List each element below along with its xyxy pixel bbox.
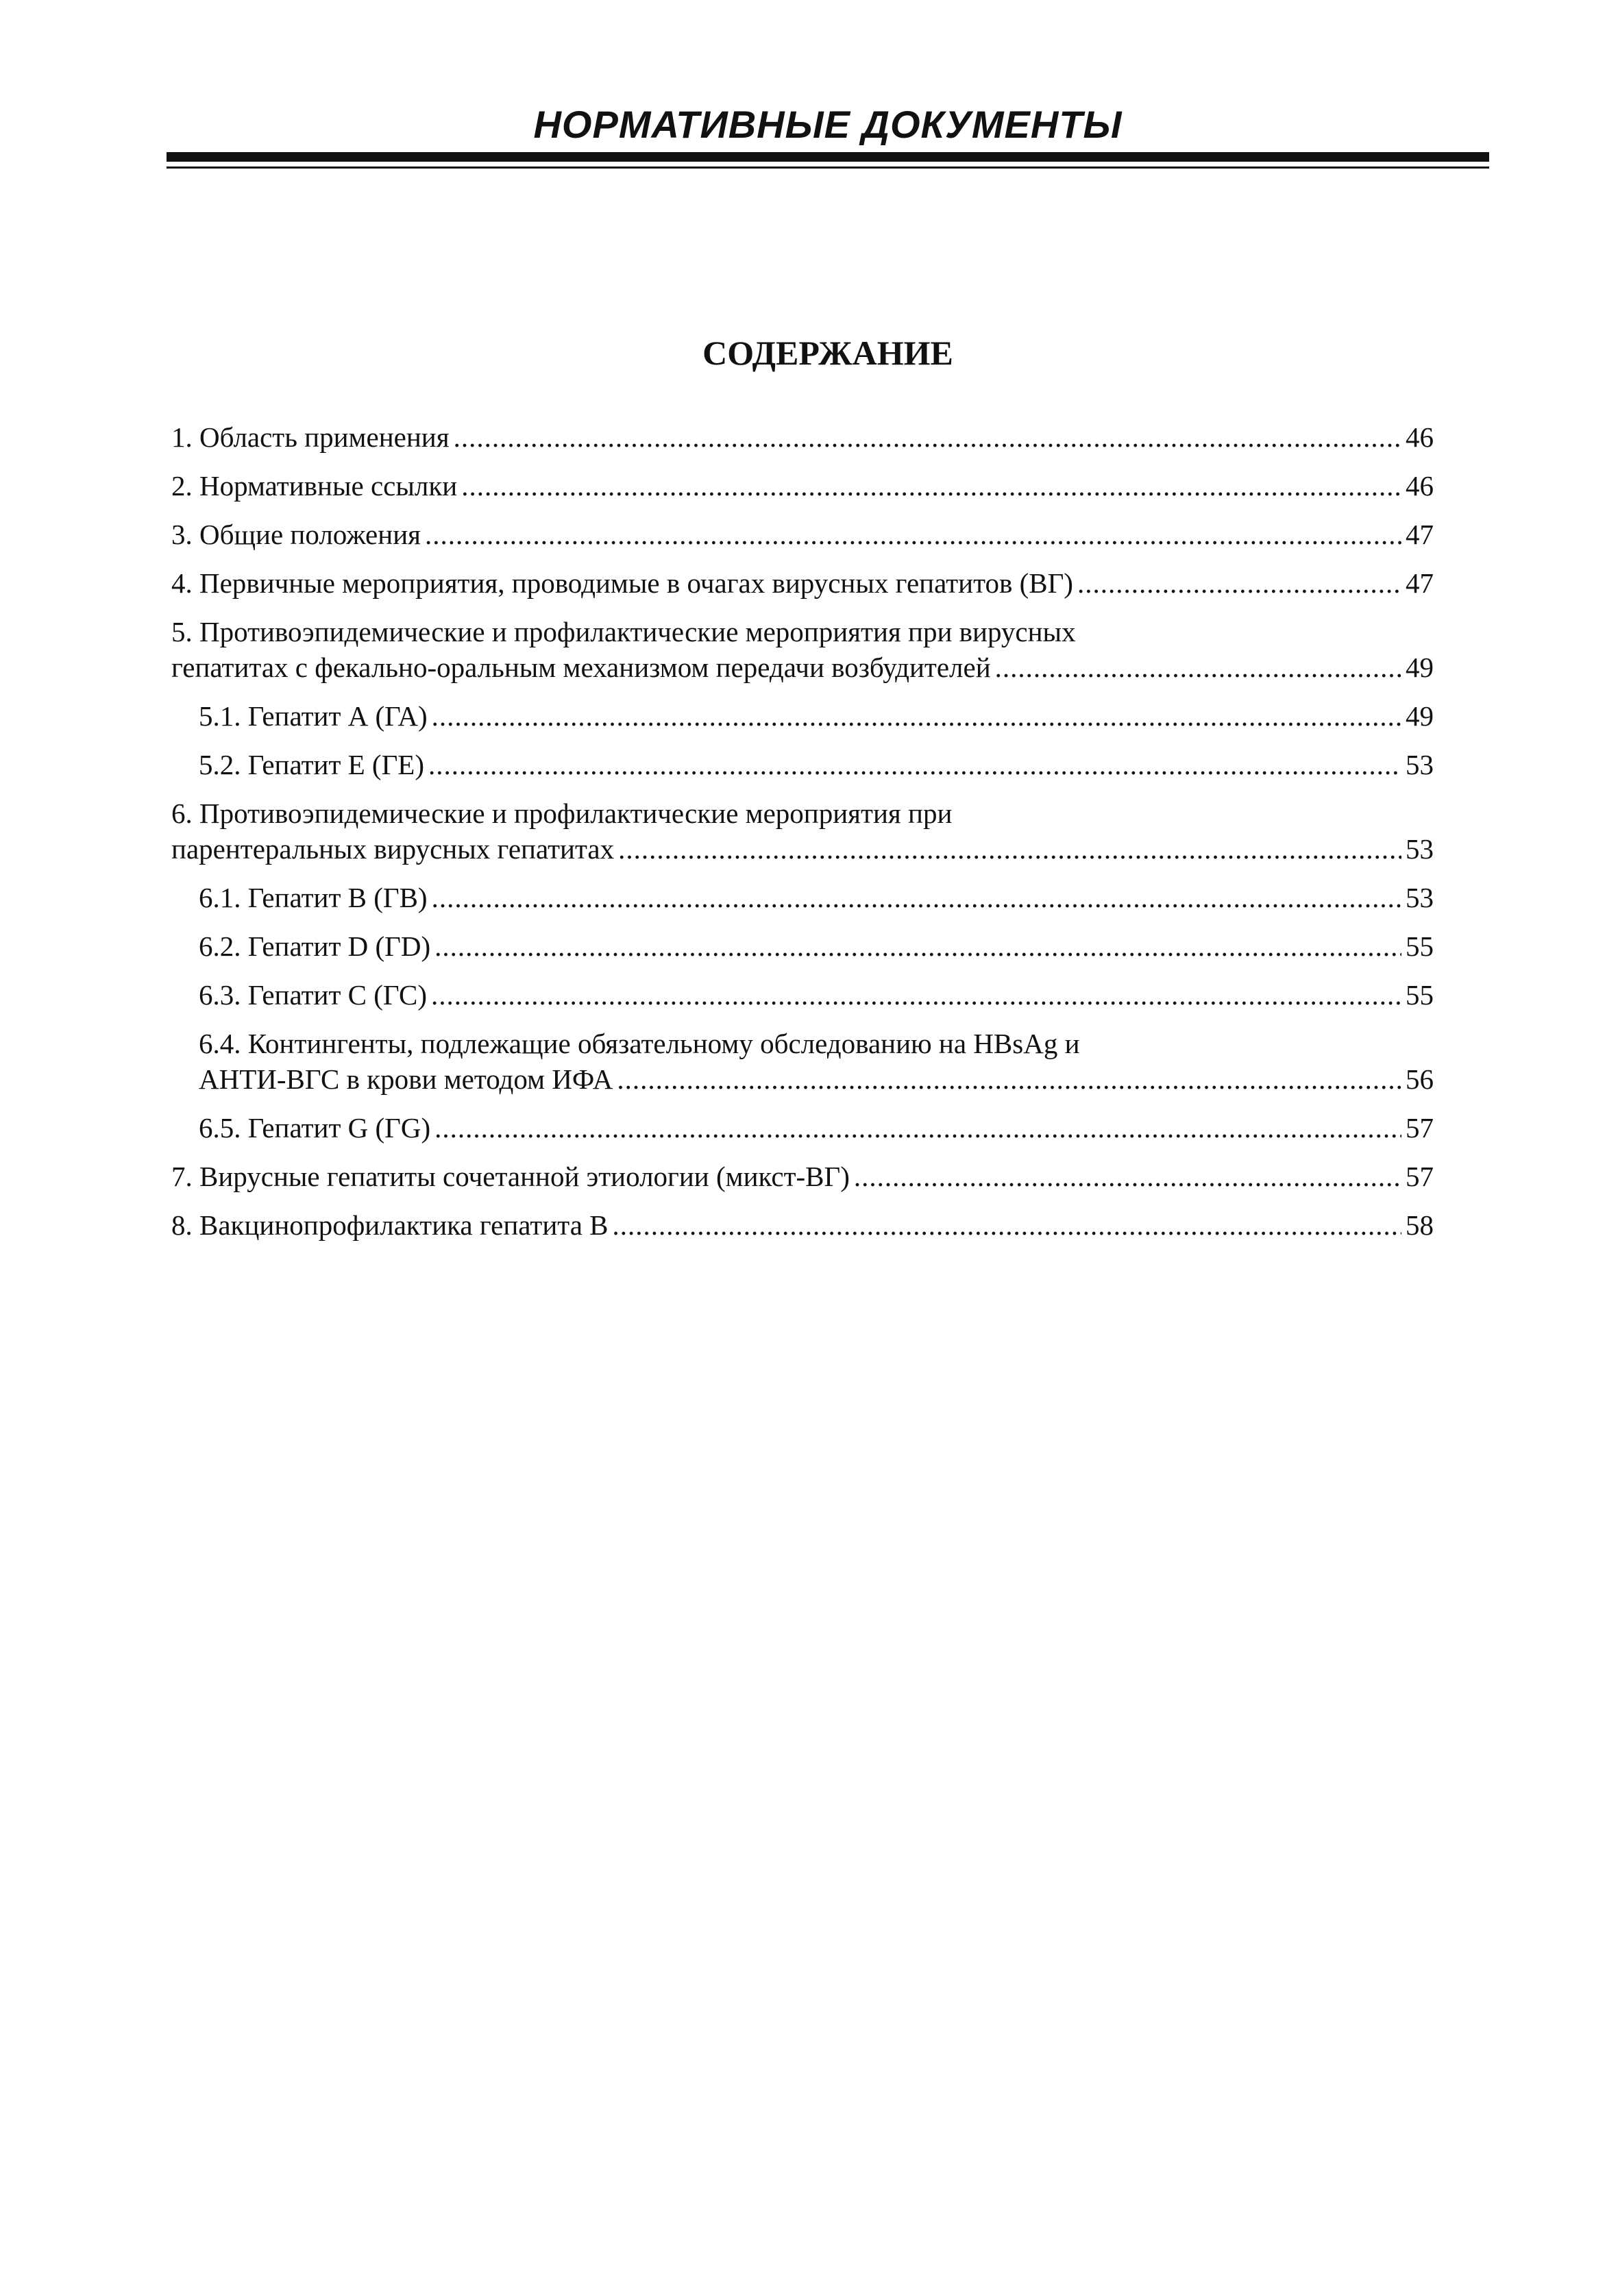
toc-leader-dots [434,928,1401,964]
toc-leader-dots [425,517,1401,552]
running-header-title: НОРМАТИВНЫЕ ДОКУМЕНТЫ [533,103,1123,146]
toc-page-number: 57 [1406,1112,1434,1144]
toc-leader-dots [432,880,1401,915]
toc-entry-text: 7. Вирусные гепатиты сочетанной этиологии (микст-ВГ) [171,1161,850,1192]
toc-leader-dots [613,1207,1401,1243]
toc-page-number: 55 [1406,979,1434,1011]
toc-leader-dots [432,698,1401,734]
toc-entry-6-3 [171,977,1434,1013]
toc-entry-text: 6.1. Гепатит В (ГВ) [199,882,428,913]
header-rule-thin [167,166,1489,169]
toc-page-number: 56 [1406,1063,1434,1095]
toc-page-number: 55 [1406,930,1434,962]
toc-page-number: 53 [1406,749,1434,780]
toc-entry-text: 1. Область применения [171,421,450,453]
toc-leader-dots [428,747,1401,782]
toc-entry-3 [171,517,1434,552]
toc-page-number: 53 [1406,882,1434,913]
toc-entry-text: 6.3. Гепатит С (ГС) [199,979,428,1011]
toc-entry-5-2 [171,747,1434,782]
toc-page-number: 49 [1406,652,1434,683]
toc-entry-text: 6.2. Гепатит D (ГD) [199,930,431,962]
toc-leader-dots [854,1159,1401,1194]
toc-entry-text: АНТИ-ВГС в крови методом ИФА [199,1063,613,1095]
toc-page-number: 49 [1406,700,1434,732]
toc-entry-6-1 [171,880,1434,915]
toc-entry-8 [171,1207,1434,1243]
toc-leader-dots [454,419,1401,455]
toc-entry-text: 3. Общие положения [171,519,421,550]
toc-leader-dots [431,977,1401,1013]
toc-page-number: 47 [1406,519,1434,550]
toc-entry-text: 4. Первичные мероприятия, проводимые в очагах вирусных гепатитов (ВГ) [171,567,1073,599]
toc-leader-dots [618,831,1401,867]
toc-entry-4 [171,565,1434,601]
toc-entry-6-5 [171,1110,1434,1146]
toc-page-number: 53 [1406,833,1434,865]
toc-entry-7 [171,1159,1434,1194]
toc-leader-dots [461,468,1401,504]
toc-entry-text: парентеральных вирусных гепатитах [171,833,615,865]
toc-entry-text: 6.5. Гепатит G (ГG) [199,1112,431,1144]
toc-entry-6-4 [171,1026,1434,1097]
table-of-contents [171,419,1434,1256]
toc-page-number: 58 [1406,1209,1434,1241]
toc-page-number: 57 [1406,1161,1434,1192]
toc-entry-5 [171,614,1434,685]
toc-entry-text: 5.2. Гепатит Е (ГЕ) [199,749,424,780]
toc-leader-dots [434,1110,1401,1146]
toc-entry-text: гепатитах с фекально-оральным механизмом передачи возбудителей [171,652,991,683]
toc-entry-2 [171,468,1434,504]
toc-entry-6-2 [171,928,1434,964]
toc-entry-text-line1: 6.4. Контингенты, подлежащие обязательному обследованию на HBsAg и [199,1028,1080,1059]
toc-page-number: 46 [1406,470,1434,502]
toc-entry-5-1 [171,698,1434,734]
toc-page-number: 46 [1406,421,1434,453]
toc-entry-6 [171,795,1434,867]
header-rule-thick [167,152,1489,162]
toc-entry-text: 2. Нормативные ссылки [171,470,458,502]
toc-entry-1 [171,419,1434,455]
toc-entry-text-line1: 5. Противоэпидемические и профилактические мероприятия при вирусных [171,616,1076,647]
toc-title: СОДЕРЖАНИЕ [702,334,953,372]
toc-entry-text: 5.1. Гепатит А (ГА) [199,700,428,732]
toc-leader-dots [995,650,1401,685]
toc-entry-text-line1: 6. Противоэпидемические и профилактические мероприятия при [171,798,953,829]
toc-leader-dots [617,1061,1401,1097]
toc-page-number: 47 [1406,567,1434,599]
toc-leader-dots [1077,565,1401,601]
toc-entry-text: 8. Вакцинопрофилактика гепатита В [171,1209,609,1241]
